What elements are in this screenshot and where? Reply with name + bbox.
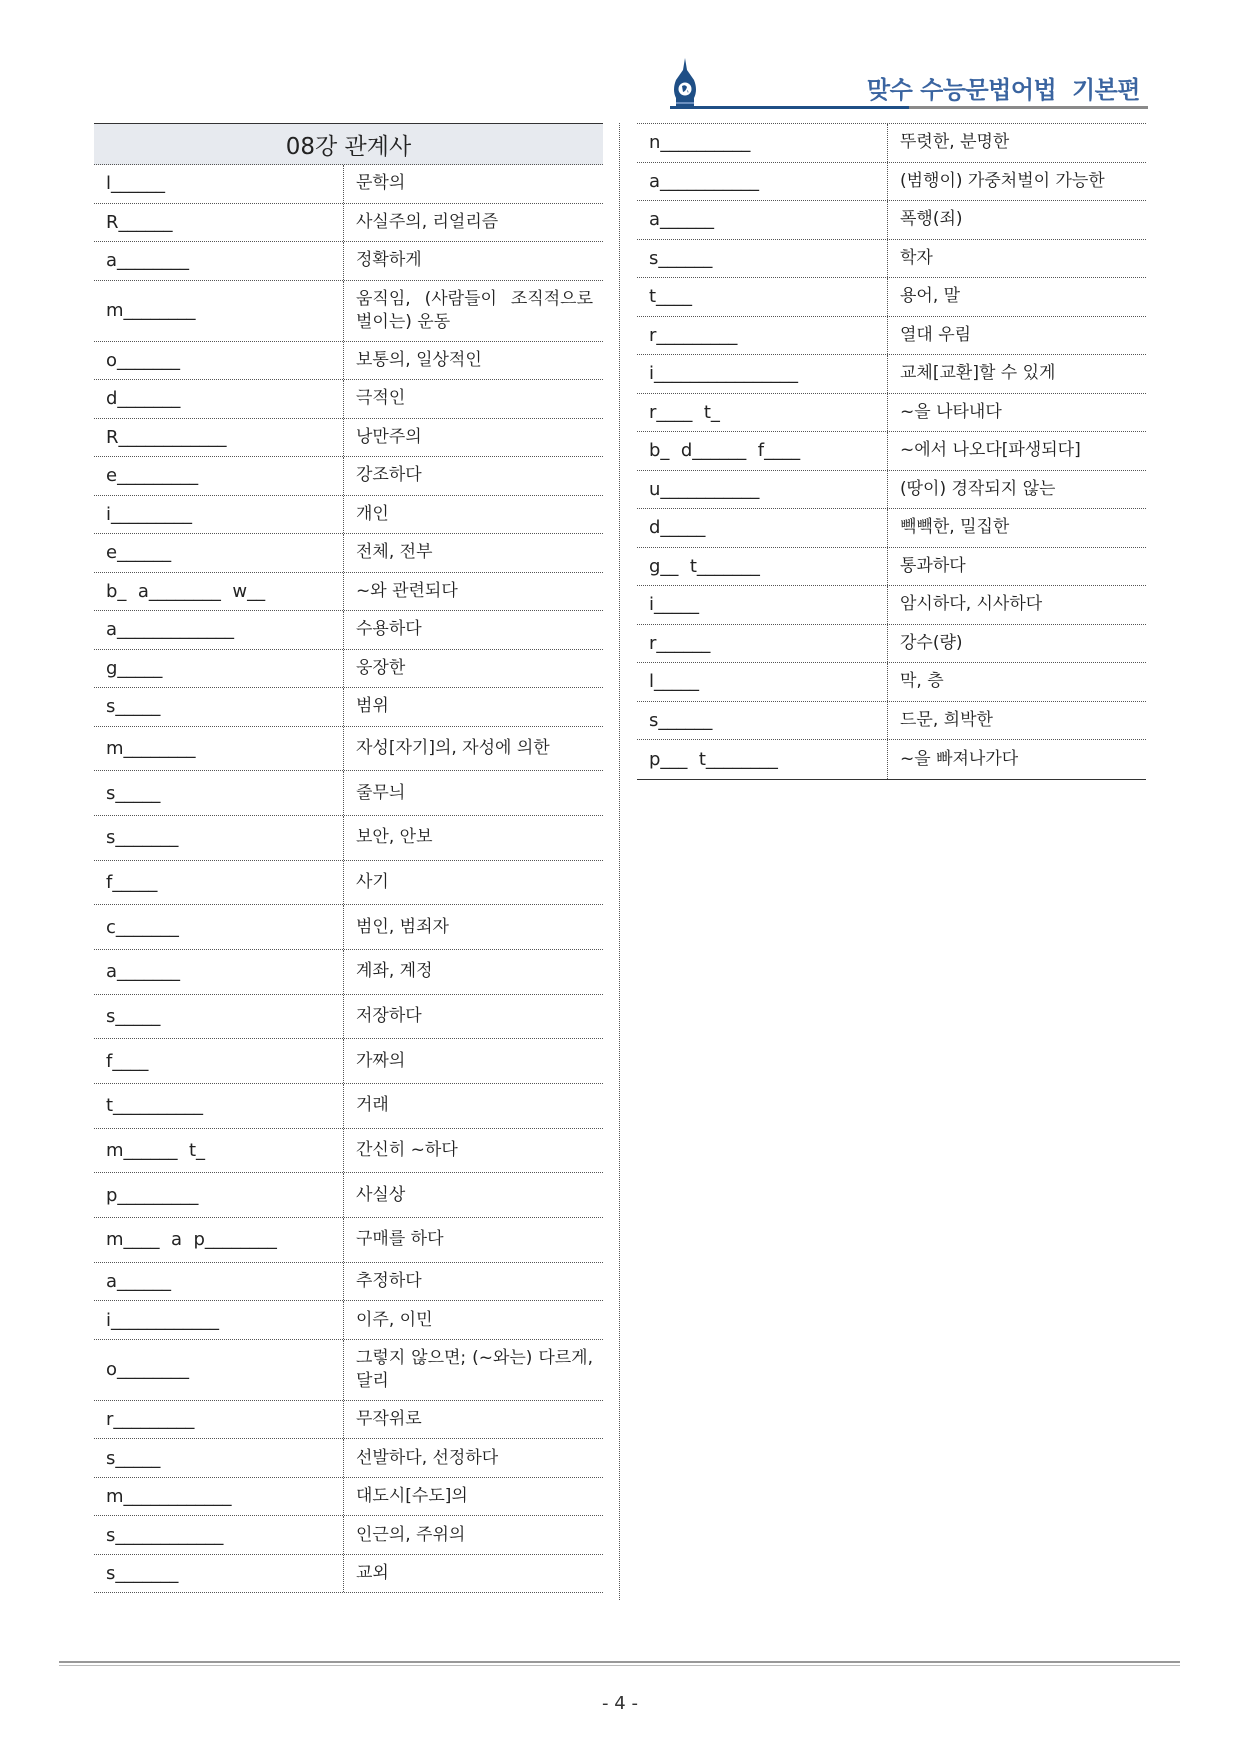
korean-meaning: 강조하다	[356, 465, 422, 486]
english-blank: r_________	[94, 1401, 344, 1439]
english-blank: m____ a p________	[94, 1218, 344, 1262]
english-blank: e______	[94, 534, 344, 572]
english-blank: a_______	[94, 950, 344, 994]
korean-meaning: 범위	[356, 696, 389, 717]
english-blank: d_____	[637, 509, 888, 547]
vocab-row	[637, 663, 1146, 702]
vocab-row	[94, 1263, 603, 1302]
vocab-row	[94, 1401, 603, 1440]
english-blank: s_____	[94, 1439, 344, 1477]
korean-meaning: 사실주의, 리얼리즘	[356, 211, 499, 232]
english-blank: a______	[637, 201, 888, 239]
english-blank: a________	[94, 242, 344, 280]
english-blank: m________	[94, 727, 344, 771]
english-blank: b_ d______ f____	[637, 432, 888, 470]
vocab-row	[94, 380, 603, 419]
vocab-row	[637, 394, 1146, 433]
korean-meaning: 통과하다	[900, 555, 966, 576]
korean-meaning: 사기	[356, 871, 389, 892]
vocab-row	[637, 702, 1146, 741]
korean-meaning: 막, 층	[900, 671, 944, 692]
vocab-table-left	[94, 123, 603, 1593]
vocab-row	[94, 573, 603, 612]
vocab-row	[94, 496, 603, 535]
korean-meaning: 교체[교환]할 수 있게	[900, 363, 1056, 384]
page-number: - 4 -	[602, 1693, 638, 1714]
vocab-row	[94, 1516, 603, 1555]
korean-meaning: ~을 빠져나가다	[900, 748, 1019, 769]
korean-meaning: 낭만주의	[356, 426, 422, 447]
vocab-row	[94, 165, 603, 204]
korean-meaning: 강수(량)	[900, 632, 963, 653]
vocab-row	[637, 124, 1146, 163]
english-blank: i____________	[94, 1301, 344, 1339]
korean-meaning: 가짜의	[356, 1050, 406, 1071]
korean-meaning: 문학의	[356, 173, 406, 194]
vocab-row	[94, 457, 603, 496]
vocab-row	[637, 625, 1146, 664]
korean-meaning: 거래	[356, 1095, 389, 1116]
korean-meaning: 학자	[900, 247, 933, 268]
vocab-row	[637, 548, 1146, 587]
vocab-row	[637, 509, 1146, 548]
english-blank: a_____________	[94, 611, 344, 649]
english-blank: s_______	[94, 1555, 344, 1593]
brand-title: 맞수 수능문법어법 기본편	[866, 76, 1140, 104]
vocab-row	[637, 317, 1146, 356]
vocab-table-right	[637, 123, 1146, 780]
vocab-row	[637, 471, 1146, 510]
english-blank: f_____	[94, 861, 344, 905]
lesson-title: 08강 관계사	[94, 124, 603, 165]
vocab-row	[94, 995, 603, 1040]
korean-meaning: 추정하다	[356, 1271, 422, 1291]
english-blank: s_____	[94, 771, 344, 815]
korean-meaning: (범행이) 가중처벌이 가능한	[900, 170, 1105, 191]
korean-meaning: 무작위로	[356, 1409, 422, 1429]
english-blank: r____ t_	[637, 394, 888, 432]
english-blank: f____	[94, 1039, 344, 1083]
english-blank: t__________	[94, 1084, 344, 1128]
korean-meaning: 전체, 전부	[356, 542, 433, 563]
vocab-row	[94, 650, 603, 689]
korean-meaning: 암시하다, 시사하다	[900, 594, 1043, 615]
vocab-row	[94, 1301, 603, 1340]
korean-meaning: 개인	[356, 503, 389, 524]
korean-meaning: 대도시[수도]의	[356, 1486, 468, 1506]
english-blank: p_________	[94, 1173, 344, 1217]
korean-meaning: 인근의, 주위의	[356, 1524, 466, 1545]
vocab-row	[637, 355, 1146, 394]
vocab-row	[637, 586, 1146, 625]
english-blank: s_____	[94, 688, 344, 726]
korean-meaning: 선발하다, 선정하다	[356, 1447, 499, 1468]
vocab-row	[94, 1129, 603, 1174]
korean-meaning: 범인, 범죄자	[356, 916, 449, 937]
korean-meaning: 폭행(죄)	[900, 209, 963, 230]
vocab-row	[94, 1084, 603, 1129]
korean-meaning: 정확하게	[356, 250, 422, 271]
vocab-row	[637, 163, 1146, 202]
vocab-row	[94, 816, 603, 861]
english-blank: g__ t_______	[637, 548, 888, 586]
english-blank: c_______	[94, 905, 344, 949]
english-blank: o________	[94, 1340, 344, 1400]
english-blank: d_______	[94, 380, 344, 418]
vocab-row	[94, 727, 603, 772]
vocab-row	[637, 240, 1146, 279]
english-blank: s_____	[94, 995, 344, 1039]
korean-meaning: 계좌, 계정	[356, 961, 433, 982]
vocab-row	[637, 432, 1146, 471]
korean-meaning: ~와 관련되다	[356, 580, 458, 601]
korean-meaning: 간신히 ~하다	[356, 1140, 458, 1161]
korean-meaning: 저장하다	[356, 1005, 422, 1026]
vocab-row	[94, 1173, 603, 1218]
korean-meaning: 극적인	[356, 388, 406, 409]
korean-meaning: 구매를 하다	[356, 1229, 444, 1250]
korean-meaning: 뚜렷한, 분명한	[900, 132, 1010, 153]
fountain-pen-globe-icon	[672, 58, 698, 108]
vocab-row	[94, 342, 603, 381]
english-blank: u___________	[637, 471, 888, 509]
vocab-row	[94, 1478, 603, 1517]
english-blank: g_____	[94, 650, 344, 688]
english-blank: p___ t________	[637, 740, 888, 779]
vocab-row	[94, 611, 603, 650]
english-blank: e_________	[94, 457, 344, 495]
korean-meaning: ~을 나타내다	[900, 401, 1002, 422]
english-blank: t____	[637, 278, 888, 316]
vocab-row	[94, 861, 603, 906]
korean-meaning: ~에서 나오다[파생되다]	[900, 440, 1081, 461]
vocab-row	[94, 1555, 603, 1594]
column-divider	[619, 123, 620, 1600]
footer-divider	[59, 1661, 1180, 1666]
korean-meaning: 열대 우림	[900, 324, 972, 345]
korean-meaning: 보통의, 일상적인	[356, 349, 482, 370]
vocab-row	[94, 281, 603, 342]
english-blank: r______	[637, 625, 888, 663]
english-blank: o_______	[94, 342, 344, 380]
vocab-row	[94, 771, 603, 816]
english-blank: a______	[94, 1263, 344, 1301]
korean-meaning: 사실상	[356, 1184, 406, 1205]
vocab-row	[94, 1218, 603, 1263]
korean-meaning: (땅이) 경작되지 않는	[900, 478, 1056, 499]
korean-meaning: 줄무늬	[356, 782, 406, 803]
english-blank: a___________	[637, 163, 888, 201]
english-blank: s______	[637, 240, 888, 278]
vocab-row	[94, 1439, 603, 1478]
korean-meaning: 수용하다	[356, 619, 422, 640]
header-divider	[670, 106, 1148, 109]
korean-meaning: 움직임, (사람들이 조직적으로 벌이는) 운동	[356, 288, 593, 332]
vocab-row	[94, 419, 603, 458]
korean-meaning: 그렇지 않으면; (~와는) 다르게, 달리	[356, 1347, 593, 1391]
english-blank: l_____	[637, 663, 888, 701]
vocab-row	[94, 242, 603, 281]
english-blank: m________	[94, 281, 344, 341]
english-blank: i________________	[637, 355, 888, 393]
vocab-row	[94, 534, 603, 573]
english-blank: R______	[94, 204, 344, 242]
korean-meaning: 드문, 희박한	[900, 709, 993, 730]
korean-meaning: 빽빽한, 밀집한	[900, 517, 1010, 538]
english-blank: i_____	[637, 586, 888, 624]
korean-meaning: 교외	[356, 1563, 389, 1583]
english-blank: r_________	[637, 317, 888, 355]
vocab-row	[94, 1340, 603, 1401]
vocab-row	[637, 201, 1146, 240]
vocab-row	[94, 204, 603, 243]
english-blank: m______ t_	[94, 1129, 344, 1173]
english-blank: n__________	[637, 124, 888, 162]
vocab-row	[637, 740, 1146, 779]
english-blank: s_______	[94, 816, 344, 860]
english-blank: m____________	[94, 1478, 344, 1516]
english-blank: s____________	[94, 1516, 344, 1554]
vocab-row	[94, 950, 603, 995]
vocab-row	[94, 905, 603, 950]
english-blank: s______	[637, 702, 888, 740]
english-blank: i_________	[94, 496, 344, 534]
korean-meaning: 자성[자기]의, 자성에 의한	[356, 737, 550, 758]
english-blank: R____________	[94, 419, 344, 457]
korean-meaning: 보안, 안보	[356, 827, 433, 848]
korean-meaning: 웅장한	[356, 657, 406, 678]
english-blank: b_ a________ w__	[94, 573, 344, 611]
vocab-row	[637, 278, 1146, 317]
korean-meaning: 용어, 말	[900, 286, 961, 307]
vocab-row	[94, 1039, 603, 1084]
english-blank: l______	[94, 165, 344, 203]
korean-meaning: 이주, 이민	[356, 1309, 433, 1330]
vocab-row	[94, 688, 603, 727]
